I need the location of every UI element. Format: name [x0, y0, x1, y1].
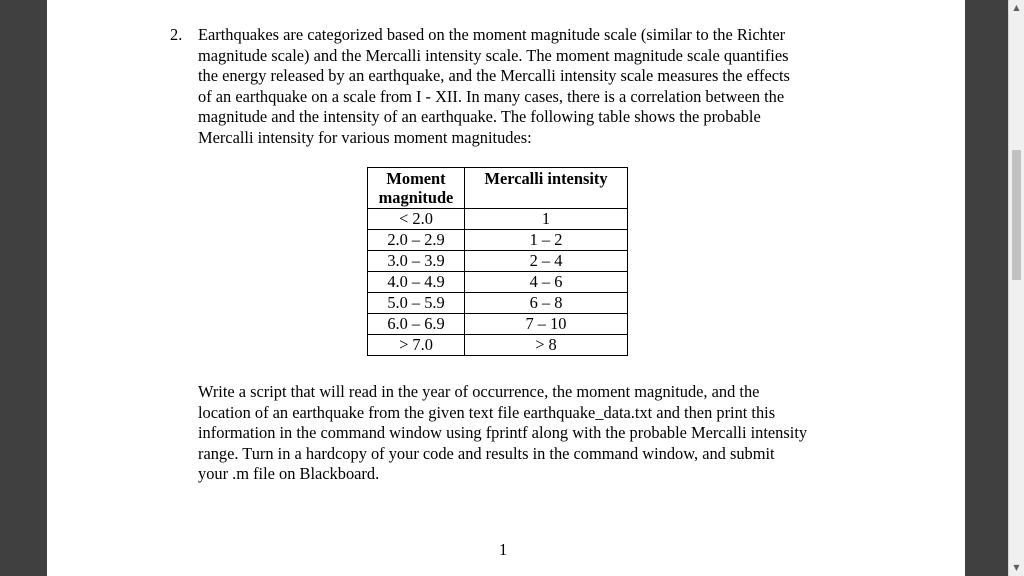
scroll-up-icon[interactable]: ▲: [1013, 3, 1020, 12]
vertical-scrollbar[interactable]: [1008, 0, 1024, 576]
intensity-cell: 2 – 4: [465, 251, 628, 272]
table-row: [368, 251, 628, 272]
intensity-cell: 6 – 8: [465, 293, 628, 314]
intensity-cell: 1 – 2: [465, 230, 628, 251]
header-mercalli-intensity: Mercalli intensity: [465, 168, 628, 209]
document-page: [47, 0, 965, 576]
table-row: [368, 335, 628, 356]
intensity-cell: 4 – 6: [465, 272, 628, 293]
table-row: [368, 293, 628, 314]
magnitude-cell: 3.0 – 3.9: [368, 251, 465, 272]
page-number: 1: [499, 540, 508, 559]
header-moment-magnitude: Moment magnitude: [368, 168, 465, 209]
question-line: the energy released by an earthquake, and the Mercalli intensity scale measures the effects: [198, 66, 790, 86]
scroll-down-icon[interactable]: ▼: [1013, 563, 1020, 572]
table-row: [368, 314, 628, 335]
table-row: [368, 230, 628, 251]
magnitude-intensity-table: [367, 167, 628, 356]
question-text: [198, 25, 878, 149]
question-line: Mercalli intensity for various moment magnitudes:: [198, 127, 532, 147]
task-line: information in the command window using fprintf along with the probable Mercalli intensity: [198, 423, 808, 443]
magnitude-cell: 6.0 – 6.9: [368, 314, 465, 335]
magnitude-cell: 4.0 – 4.9: [368, 272, 465, 293]
table-row: [368, 209, 628, 230]
question-line: of an earthquake on a scale from I - XII. In many cases, there is a correlation between the: [198, 86, 785, 106]
magnitude-cell: 2.0 – 2.9: [368, 230, 465, 251]
question-line: magnitude scale) and the Mercalli intensity scale. The moment magnitude scale quantifies: [198, 45, 789, 65]
task-paragraph: [198, 382, 898, 485]
table-header-row: [368, 168, 628, 209]
task-line: your .m file on Blackboard.: [198, 464, 380, 484]
intensity-cell: 1: [465, 209, 628, 230]
magnitude-cell: > 7.0: [368, 335, 465, 356]
question-line: magnitude and the intensity of an earthquake. The following table shows the probable: [198, 107, 761, 127]
scroll-thumb[interactable]: [1012, 150, 1021, 280]
magnitude-cell: < 2.0: [368, 209, 465, 230]
question-number: 2.: [170, 25, 183, 44]
magnitude-cell: 5.0 – 5.9: [368, 293, 465, 314]
task-line: location of an earthquake from the given text file earthquake_data.txt and then print this: [198, 402, 776, 422]
question-line: Earthquakes are categorized based on the moment magnitude scale (similar to the Richter: [198, 25, 786, 44]
table-row: [368, 272, 628, 293]
intensity-cell: 7 – 10: [465, 314, 628, 335]
task-line: Write a script that will read in the year of occurrence, the moment magnitude, and the: [198, 382, 760, 401]
intensity-cell: > 8: [465, 335, 628, 356]
task-line: range. Turn in a hardcopy of your code and results in the command window, and submit: [198, 443, 775, 463]
